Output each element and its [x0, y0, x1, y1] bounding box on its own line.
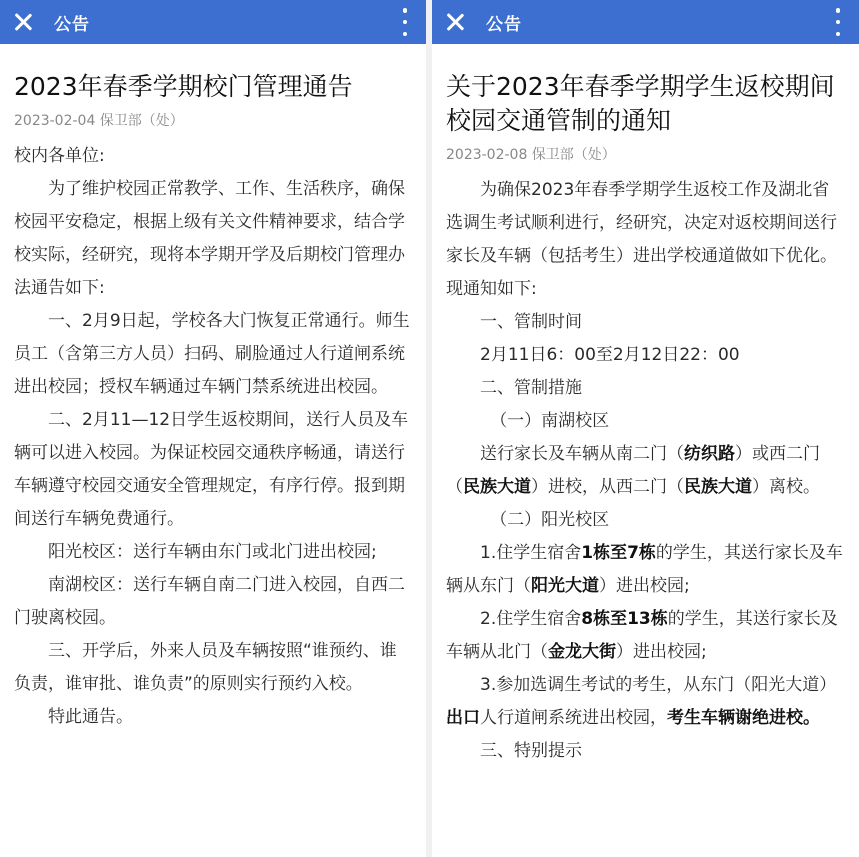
- text-run: 1.住学生宿舍: [480, 543, 582, 563]
- top-bar: [432, 0, 859, 44]
- subsection-heading: （一）南湖校区: [490, 411, 610, 431]
- bold-run: 民族大道: [463, 477, 531, 497]
- text-run: 送行家长及车辆从南二门（: [480, 444, 684, 464]
- text-run: 的学生，其送行家长及车辆从东门（: [446, 543, 843, 596]
- paragraph: 阳光校区：送行车辆由东门或北门进出校园;: [48, 542, 377, 562]
- paragraph: 三、开学后，外来人员及车辆按照“谁预约、谁负责，谁审批、谁负责”的原则实行预约入校。: [14, 641, 397, 694]
- topbar-title: 公告: [486, 14, 522, 35]
- paragraph: 一、2月9日起，学校各大门恢复正常通行。师生员工（含第三方人员）扫码、刷脸通过人行道闸系统进出校园；授权车辆通过车辆门禁系统进出校园。: [14, 311, 410, 397]
- paragraph: 特此通告。: [48, 707, 133, 727]
- text-run: ）进出校园;: [616, 642, 707, 662]
- text-run: ）或西二门（: [446, 444, 820, 497]
- bold-run: 出口: [446, 708, 480, 728]
- bold-run: 考生车辆谢绝进校。: [667, 708, 820, 728]
- paragraph: 为了维护校园正常教学、工作、生活秩序，确保校园平安稳定，根据上级有关文件精神要求，结合学校实际，经研究，现将本学期开学及后期校门管理办法通告如下:: [14, 179, 405, 298]
- bold-run: 8栋至13栋: [581, 609, 668, 629]
- article-meta: 2023-02-04 保卫部（处）: [14, 113, 184, 129]
- bold-run: 1栋至7栋: [581, 543, 656, 563]
- article-meta: 2023-02-08 保卫部（处）: [446, 147, 616, 163]
- close-icon[interactable]: [446, 13, 464, 31]
- topbar-title: 公告: [54, 14, 90, 35]
- top-bar: [0, 0, 426, 44]
- text-run: 的学生，其送行家长及车辆从北门（: [446, 609, 838, 662]
- text-run: 3.参加选调生考试的考生，从东门（阳光大道）: [480, 675, 837, 695]
- text-run: 2.住学生宿舍: [480, 609, 582, 629]
- list-item: [446, 537, 845, 603]
- left-announcement-panel: [0, 0, 426, 857]
- text-run: ）进出校园;: [599, 576, 690, 596]
- control-time: 2月11日6：00至2月12日22：00: [480, 345, 740, 365]
- paragraph-nanhu: [446, 438, 845, 504]
- paragraph: 校内各单位:: [14, 146, 105, 166]
- article-content: [0, 70, 426, 734]
- bold-run: 纺织路: [684, 444, 735, 464]
- paragraph-intro: 为确保2023年春季学期学生返校工作及湖北省选调生考试顺利进行，经研究，决定对返校期间送行家长及车辆（包括考生）进出学校通道做如下优化。现通知如下:: [446, 180, 837, 299]
- paragraph: 二、2月11—12日学生返校期间，送行人员及车辆可以进入校园。为保证校园交通秩序畅通，请送行车辆遵守校园交通安全管理规定，有序行停。报到期间送行车辆免费通行。: [14, 410, 409, 529]
- section-heading: 二、管制措施: [480, 378, 582, 398]
- list-item: [446, 669, 845, 735]
- article-body: [14, 140, 412, 734]
- article-body: [446, 174, 845, 768]
- subsection-heading: （二）阳光校区: [490, 510, 610, 530]
- bold-run: 阳光大道: [531, 576, 599, 596]
- article-content: [432, 70, 859, 768]
- bold-run: 民族大道: [684, 477, 752, 497]
- right-announcement-panel: [432, 0, 859, 857]
- section-heading: 三、特别提示: [480, 741, 582, 761]
- article-title: 关于2023年春季学期学生返校期间校园交通管制的通知: [446, 72, 835, 135]
- list-item: [446, 603, 845, 669]
- article-title: 2023年春季学期校门管理通告: [14, 72, 353, 101]
- section-heading: 一、管制时间: [480, 312, 582, 332]
- bold-run: 金龙大街: [548, 642, 616, 662]
- text-run: 人行道闸系统进出校园，: [480, 708, 667, 728]
- text-run: ）进校，从西二门（: [531, 477, 684, 497]
- paragraph: 南湖校区：送行车辆自南二门进入校园，自西二门驶离校园。: [14, 575, 405, 628]
- text-run: ）离校。: [752, 477, 820, 497]
- more-menu-icon[interactable]: [835, 8, 841, 36]
- more-menu-icon[interactable]: [402, 8, 408, 36]
- close-icon[interactable]: [14, 13, 32, 31]
